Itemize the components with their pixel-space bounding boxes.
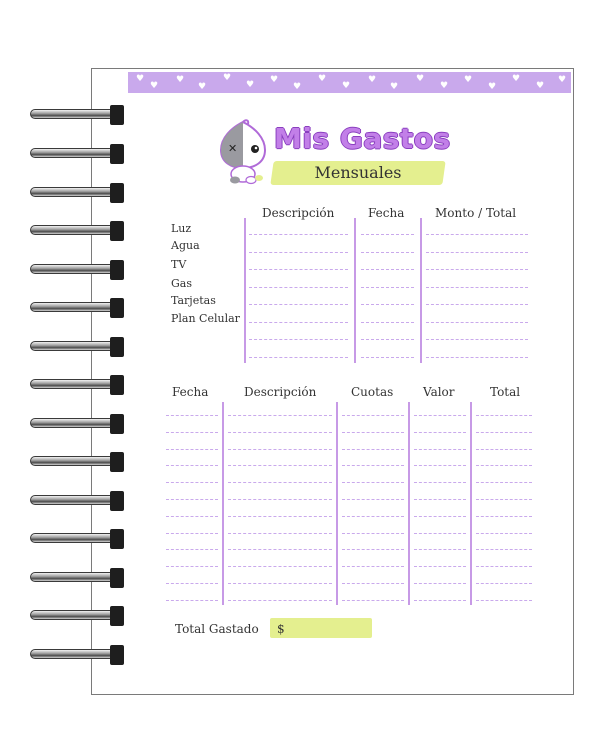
expense-label-luz: Luz xyxy=(171,222,192,235)
total-spent-label: Total Gastado xyxy=(175,622,259,636)
spiral-ring xyxy=(30,105,124,125)
entry-line[interactable] xyxy=(249,339,348,340)
entry-line[interactable] xyxy=(476,566,532,567)
entry-line[interactable] xyxy=(228,516,332,517)
tx-header-total: Total xyxy=(490,385,521,399)
entry-line[interactable] xyxy=(249,357,348,358)
page-subtitle: Mensuales xyxy=(314,163,402,182)
entry-line[interactable] xyxy=(228,549,332,550)
heart-icon: ♥ xyxy=(198,82,207,92)
heart-icon: ♥ xyxy=(342,81,351,91)
entry-line[interactable] xyxy=(342,566,404,567)
spiral-ring xyxy=(30,144,124,164)
entry-line[interactable] xyxy=(166,432,218,433)
spiral-ring xyxy=(30,568,124,588)
spiral-ring xyxy=(30,337,124,357)
entry-line[interactable] xyxy=(166,465,218,466)
heart-icon: ♥ xyxy=(270,75,279,85)
entry-line[interactable] xyxy=(414,499,466,500)
entry-line[interactable] xyxy=(414,449,466,450)
entry-line[interactable] xyxy=(342,415,404,416)
entry-line[interactable] xyxy=(228,482,332,483)
entry-line[interactable] xyxy=(414,600,466,601)
entry-line[interactable] xyxy=(414,549,466,550)
entry-line[interactable] xyxy=(426,357,528,358)
tx-header-installments: Cuotas xyxy=(351,385,394,399)
spiral-ring xyxy=(30,491,124,511)
entry-line[interactable] xyxy=(342,549,404,550)
spiral-ring xyxy=(30,260,124,280)
entry-line[interactable] xyxy=(414,465,466,466)
entry-line[interactable] xyxy=(166,583,218,584)
entry-line[interactable] xyxy=(426,322,528,323)
entry-line[interactable] xyxy=(228,465,332,466)
entry-line[interactable] xyxy=(476,533,532,534)
entry-line[interactable] xyxy=(342,583,404,584)
tx-header-description: Descripción xyxy=(244,385,317,399)
entry-line[interactable] xyxy=(249,269,348,270)
entry-line[interactable] xyxy=(166,549,218,550)
entry-line[interactable] xyxy=(426,304,528,305)
entry-line[interactable] xyxy=(228,499,332,500)
fixed-header-description: Descripción xyxy=(262,206,335,220)
entry-line[interactable] xyxy=(166,482,218,483)
spiral-ring xyxy=(30,183,124,203)
entry-line[interactable] xyxy=(166,499,218,500)
expense-label-gas: Gas xyxy=(171,277,192,290)
entry-line[interactable] xyxy=(249,322,348,323)
tx-header-value: Valor xyxy=(423,385,455,399)
heart-icon: ♥ xyxy=(246,80,255,90)
heart-icon: ♥ xyxy=(416,74,425,84)
tx-divider-3 xyxy=(408,402,410,605)
heart-icon: ♥ xyxy=(512,74,521,84)
entry-line[interactable] xyxy=(342,533,404,534)
entry-line[interactable] xyxy=(342,432,404,433)
entry-line[interactable] xyxy=(361,252,414,253)
entry-line[interactable] xyxy=(166,566,218,567)
entry-line[interactable] xyxy=(414,583,466,584)
mascot-icon xyxy=(215,118,271,186)
entry-line[interactable] xyxy=(228,432,332,433)
entry-line[interactable] xyxy=(166,516,218,517)
heart-icon: ♥ xyxy=(488,82,497,92)
page-title: Mis Gastos xyxy=(274,122,451,155)
entry-line[interactable] xyxy=(166,533,218,534)
entry-line[interactable] xyxy=(361,287,414,288)
spiral-ring xyxy=(30,606,124,626)
entry-line[interactable] xyxy=(414,533,466,534)
spiral-ring xyxy=(30,375,124,395)
spiral-ring xyxy=(30,529,124,549)
expense-label-plan-celular: Plan Celular xyxy=(171,312,240,325)
entry-line[interactable] xyxy=(228,566,332,567)
heart-icon: ♥ xyxy=(150,81,159,91)
entry-line[interactable] xyxy=(476,415,532,416)
entry-line[interactable] xyxy=(414,415,466,416)
heart-icon: ♥ xyxy=(318,74,327,84)
tx-header-date: Fecha xyxy=(172,385,209,399)
heart-icon: ♥ xyxy=(558,75,567,85)
spiral-ring xyxy=(30,452,124,472)
entry-line[interactable] xyxy=(228,600,332,601)
entry-line[interactable] xyxy=(476,600,532,601)
entry-line[interactable] xyxy=(342,600,404,601)
entry-line[interactable] xyxy=(249,252,348,253)
heart-icon: ♥ xyxy=(293,82,302,92)
entry-line[interactable] xyxy=(361,234,414,235)
entry-line[interactable] xyxy=(426,252,528,253)
entry-line[interactable] xyxy=(476,516,532,517)
entry-line[interactable] xyxy=(166,449,218,450)
heart-icon: ♥ xyxy=(464,75,473,85)
entry-line[interactable] xyxy=(426,269,528,270)
expense-label-tarjetas: Tarjetas xyxy=(171,294,216,307)
entry-line[interactable] xyxy=(342,482,404,483)
entry-line[interactable] xyxy=(476,432,532,433)
heart-icon: ♥ xyxy=(390,82,399,92)
entry-line[interactable] xyxy=(361,304,414,305)
entry-line[interactable] xyxy=(166,600,218,601)
entry-line[interactable] xyxy=(426,339,528,340)
entry-line[interactable] xyxy=(249,304,348,305)
entry-line[interactable] xyxy=(414,566,466,567)
entry-line[interactable] xyxy=(342,465,404,466)
entry-line[interactable] xyxy=(414,432,466,433)
heart-icon: ♥ xyxy=(368,75,377,85)
entry-line[interactable] xyxy=(249,234,348,235)
entry-line[interactable] xyxy=(476,583,532,584)
entry-line[interactable] xyxy=(476,549,532,550)
fixed-header-amount: Monto / Total xyxy=(435,206,517,220)
entry-line[interactable] xyxy=(361,339,414,340)
entry-line[interactable] xyxy=(342,449,404,450)
spiral-ring xyxy=(30,298,124,318)
heart-icon: ♥ xyxy=(536,81,545,91)
fixed-divider-1 xyxy=(244,218,246,363)
fixed-divider-2 xyxy=(354,218,356,363)
heart-icon: ♥ xyxy=(440,81,449,91)
entry-line[interactable] xyxy=(361,357,414,358)
entry-line[interactable] xyxy=(476,465,532,466)
entry-line[interactable] xyxy=(476,449,532,450)
entry-line[interactable] xyxy=(228,415,332,416)
tx-divider-2 xyxy=(336,402,338,605)
entry-line[interactable] xyxy=(361,322,414,323)
tx-divider-1 xyxy=(222,402,224,605)
entry-line[interactable] xyxy=(476,482,532,483)
spiral-ring xyxy=(30,221,124,241)
fixed-divider-3 xyxy=(420,218,422,363)
entry-line[interactable] xyxy=(361,269,414,270)
spiral-ring xyxy=(30,414,124,434)
entry-line[interactable] xyxy=(228,583,332,584)
entry-line[interactable] xyxy=(426,234,528,235)
entry-line[interactable] xyxy=(414,516,466,517)
total-spent-field[interactable] xyxy=(270,618,372,638)
fixed-header-date: Fecha xyxy=(368,206,405,220)
heart-icon: ♥ xyxy=(136,74,145,84)
tx-divider-4 xyxy=(470,402,472,605)
expense-label-agua: Agua xyxy=(171,239,200,252)
entry-line[interactable] xyxy=(342,516,404,517)
heart-icon: ♥ xyxy=(176,75,185,85)
total-spent-value: $ xyxy=(277,622,285,636)
entry-line[interactable] xyxy=(228,449,332,450)
hearts-banner xyxy=(128,72,571,93)
spiral-ring xyxy=(30,645,124,665)
entry-line[interactable] xyxy=(249,287,348,288)
entry-line[interactable] xyxy=(476,499,532,500)
entry-line[interactable] xyxy=(414,482,466,483)
entry-line[interactable] xyxy=(342,499,404,500)
svg-text:✕: ✕ xyxy=(228,142,238,155)
entry-line[interactable] xyxy=(426,287,528,288)
entry-line[interactable] xyxy=(166,415,218,416)
heart-icon: ♥ xyxy=(223,73,232,83)
entry-line[interactable] xyxy=(228,533,332,534)
expense-label-tv: TV xyxy=(171,258,187,271)
